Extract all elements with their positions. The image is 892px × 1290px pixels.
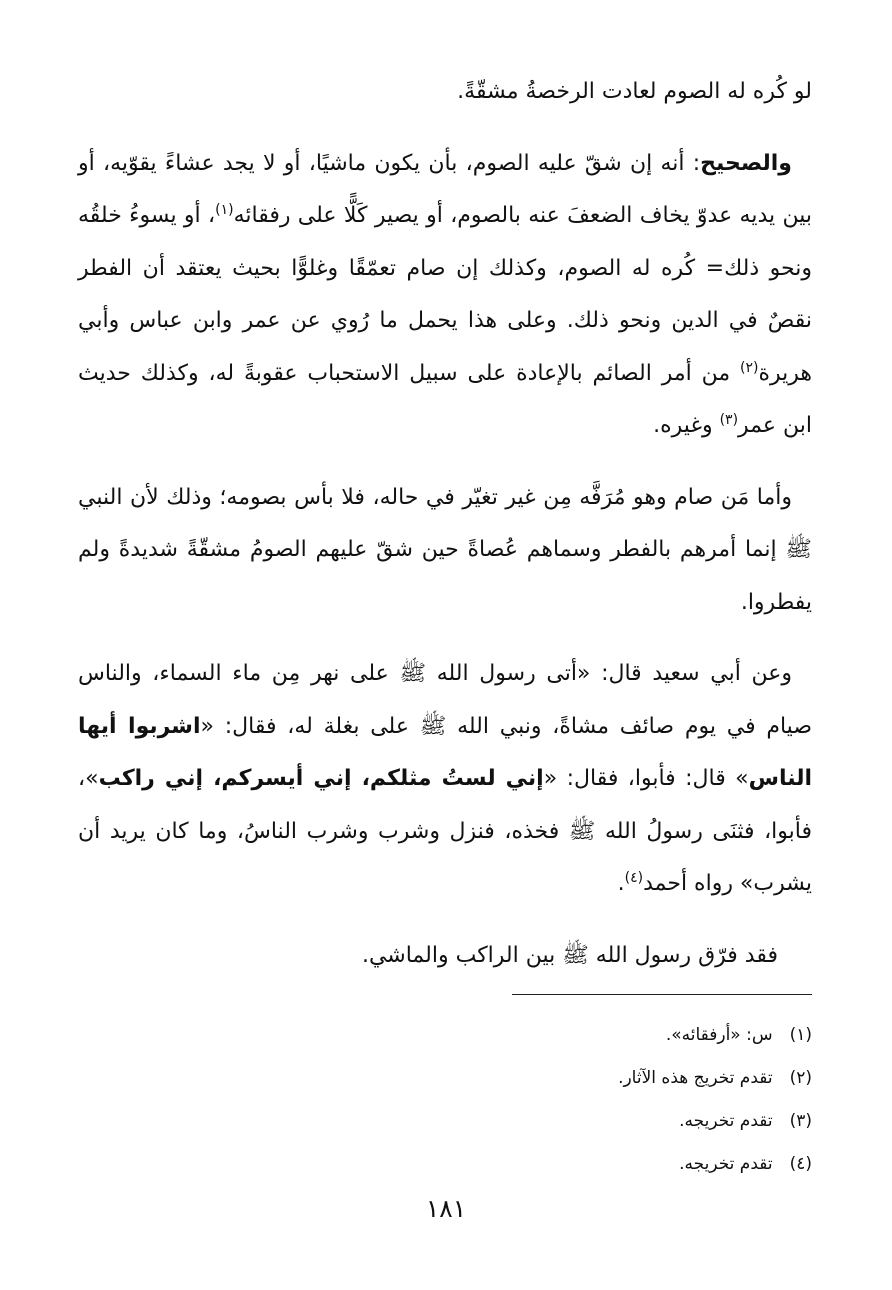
footnote-ref-1[interactable]: (١): [215, 202, 234, 218]
footnote-item: [78, 1143, 812, 1186]
footnote-item: [78, 1014, 812, 1057]
paragraph-4-quote-2: إني لستُ مثلكم، إني أيسركم، إني راكب: [98, 766, 544, 791]
footnote-separator: [512, 994, 812, 995]
paragraph-2-lead: والصحيح: [700, 150, 792, 176]
paragraph-1: [78, 66, 812, 119]
paragraph-2-text-c: من أمر الصائم بالإعادة على سبيل الاستحباب عقوبةً له، وكذلك حديث ابن عمر: [78, 360, 812, 438]
footnote-number: (٤): [789, 1154, 812, 1174]
page-number: ١٨١: [425, 1194, 467, 1223]
footnote-text: تقدم تخريج هذه الآثار.: [618, 1068, 773, 1088]
paragraph-4-text-a: وعن أبي سعيد قال: «أتى رسول الله ﷺ على نهر مِن ماء السماء، والناس صيام في يوم صائف مشاةً، ونبي الله ﷺ على بغلة له، فقال: «: [78, 661, 813, 739]
footnote-text: تقدم تخريجه.: [679, 1154, 773, 1174]
footnote-ref-3[interactable]: (٣): [719, 412, 739, 428]
paragraph-2: [78, 138, 812, 453]
footnote-number: (٣): [789, 1111, 812, 1131]
footnotes: [78, 1014, 812, 1186]
footnote-ref-2[interactable]: (٢): [740, 359, 759, 376]
footnote-text: تقدم تخريجه.: [679, 1111, 773, 1131]
paragraph-1-text: لو كُره له الصوم لعادت الرخصةُ مشقّةً.: [457, 79, 812, 104]
paragraph-5-text: فقد فرّق رسول الله ﷺ بين الراكب والماشي.: [361, 942, 778, 968]
paragraph-4: [78, 648, 812, 911]
paragraph-4-text-c: » قال: فأبوا، فقال: «: [543, 766, 749, 791]
paragraph-3-text: وأما مَن صام وهو مُرَفَّه مِن غير تغيّر في حاله، فلا بأس بصومه؛ وذلك لأن النبي ﷺ إنما أمرهم بالفطر وسماهم عُصاةً حين شقّ عليهم الصومُ مشقّةً شديدةً ولم يفطروا.: [78, 484, 812, 615]
paragraph-2-text-b: ، أو يسوءُ خلقُه ونحو ذلك= كُره له الصوم، وكذلك إن صام تعمّقًا وغلوًّا بحيث يعتقد أن الفطر نقصٌ في الدين ونحو ذلك. وعلى هذا يحمل ما رُوي عن عمر وابن عباس وأبي هريرة: [78, 203, 812, 386]
paragraph-2-text-a: : أنه إن شقّ عليه الصوم، بأن يكون ماشيًا، أو لا يجد عشاءً يقوّيه، أو بين يديه عدوّ يخاف الضعفَ عنه بالصوم، أو يصير كَلًّا على رفقائه: [78, 150, 812, 228]
footnote-item: [78, 1057, 812, 1100]
paragraph-4-quote-1: اشربوا أيها الناس: [78, 713, 812, 791]
paragraph-3: [78, 472, 812, 630]
paragraph-4-text-f: .: [617, 871, 625, 896]
paragraph-2-text-d: وغيره.: [653, 413, 720, 438]
main-text: [78, 66, 812, 1001]
footnote-text: س: «أرفقائه».: [665, 1025, 773, 1045]
footnote-item: [78, 1100, 812, 1143]
footnote-ref-4[interactable]: (٤): [624, 870, 644, 886]
footnote-number: (٢): [789, 1068, 812, 1088]
paragraph-5: [78, 930, 812, 983]
paragraph-4-text-e: »، فأبوا، فثنَى رسولُ الله ﷺ فخذه، فنزل وشرب وشرب الناسُ، وما كان يريد أن يشرب» رواه أحمد: [78, 766, 812, 896]
footnote-number: (١): [789, 1025, 812, 1045]
